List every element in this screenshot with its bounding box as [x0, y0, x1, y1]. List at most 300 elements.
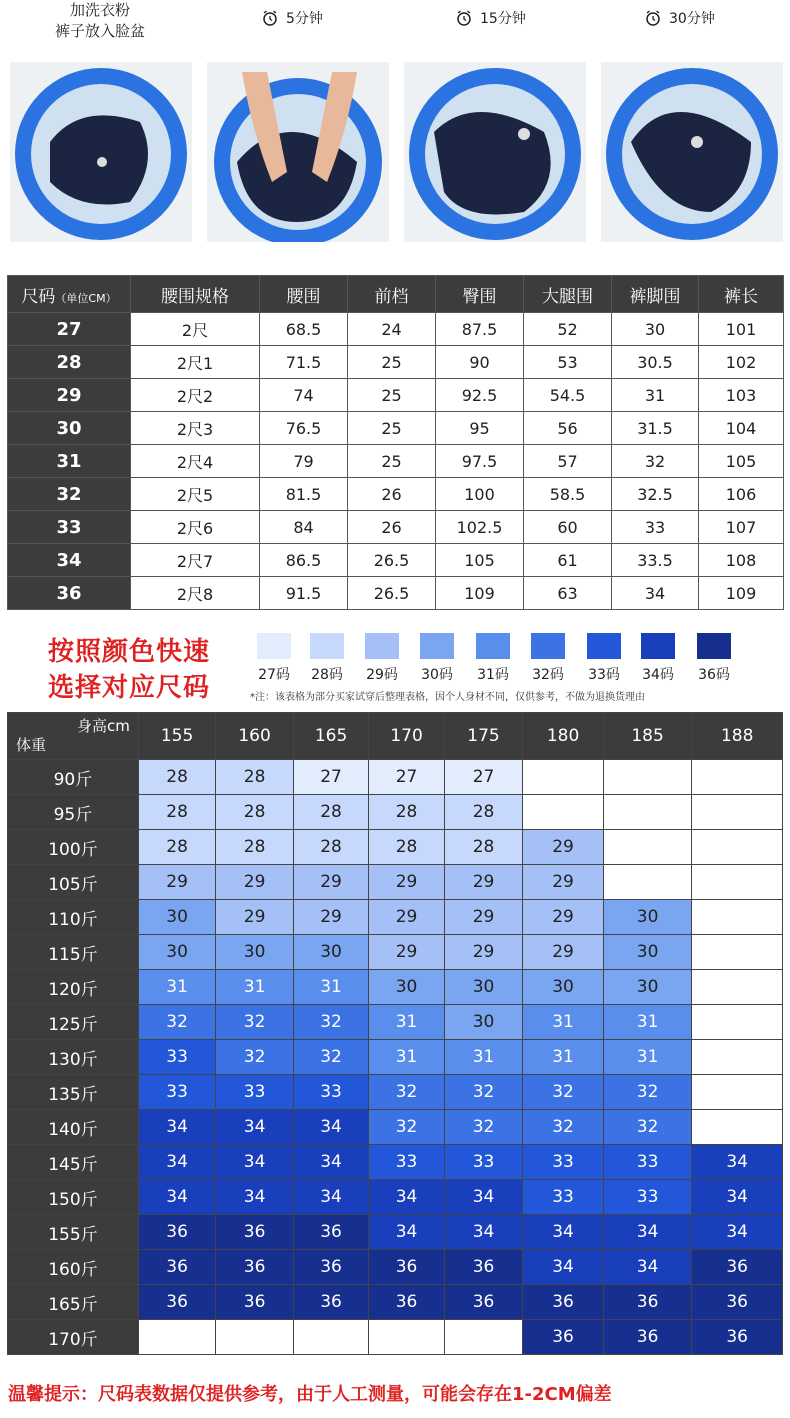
- corner-header: [8, 713, 139, 760]
- size-cell: 27: [8, 313, 131, 346]
- recommended-size-cell: 32: [523, 1110, 604, 1145]
- recommended-size-cell: 34: [523, 1250, 604, 1285]
- weight-cell: 125斤: [8, 1005, 139, 1040]
- spec-cell: 26.5: [348, 544, 436, 577]
- weight-row: [8, 1320, 783, 1355]
- spec-cell: 84: [260, 511, 348, 544]
- recommended-size-cell: [692, 1110, 783, 1145]
- spec-cell: 24: [348, 313, 436, 346]
- height-header: 188: [692, 713, 783, 760]
- spec-cell: 61: [524, 544, 612, 577]
- spec-cell: 2尺7: [131, 544, 260, 577]
- recommended-size-cell: [692, 865, 783, 900]
- recommended-size-cell: 34: [293, 1180, 368, 1215]
- spec-cell: 76.5: [260, 412, 348, 445]
- recommended-size-cell: [692, 1040, 783, 1075]
- spec-cell: 32.5: [612, 478, 699, 511]
- spec-cell: 63: [524, 577, 612, 610]
- spec-cell: 102: [699, 346, 784, 379]
- recommended-size-cell: 34: [293, 1145, 368, 1180]
- size-cell: 36: [8, 577, 131, 610]
- recommended-size-cell: [523, 760, 604, 795]
- recommended-size-cell: 31: [216, 970, 293, 1005]
- disclaimer-note: *注：该表格为部分买家试穿后整理表格，因个人身材不同，仅供参考，不做为退换货理由: [250, 692, 645, 703]
- spec-cell: 31: [612, 379, 699, 412]
- size-row: [8, 511, 784, 544]
- recommended-size-cell: 28: [444, 830, 523, 865]
- height-header: 170: [369, 713, 444, 760]
- size-row: [8, 379, 784, 412]
- size-row: [8, 346, 784, 379]
- size-row: [8, 577, 784, 610]
- recommended-size-cell: 36: [293, 1215, 368, 1250]
- size-row: [8, 544, 784, 577]
- recommended-size-cell: [138, 1320, 215, 1355]
- spec-cell: 2尺5: [131, 478, 260, 511]
- recommended-size-cell: [692, 1075, 783, 1110]
- recommended-size-cell: [692, 830, 783, 865]
- weight-cell: 115斤: [8, 935, 139, 970]
- swatch-label: 33码: [588, 667, 620, 683]
- recommended-size-cell: 29: [369, 865, 444, 900]
- recommended-size-cell: 34: [692, 1145, 783, 1180]
- spec-cell: 79: [260, 445, 348, 478]
- recommended-size-cell: 32: [293, 1005, 368, 1040]
- weight-cell: 110斤: [8, 900, 139, 935]
- weight-row: [8, 935, 783, 970]
- recommended-size-cell: 31: [603, 1005, 692, 1040]
- header-leg-opening: 裤脚围: [612, 276, 699, 313]
- recommended-size-cell: 32: [216, 1040, 293, 1075]
- swatch-label: 32码: [532, 667, 564, 683]
- recommended-size-cell: [603, 795, 692, 830]
- weight-row: [8, 970, 783, 1005]
- spec-cell: 2尺6: [131, 511, 260, 544]
- recommended-size-cell: 28: [369, 795, 444, 830]
- recommended-size-cell: 29: [444, 935, 523, 970]
- recommended-size-cell: 29: [138, 865, 215, 900]
- header-rise: 前档: [348, 276, 436, 313]
- spec-cell: 104: [699, 412, 784, 445]
- weight-row: [8, 760, 783, 795]
- recommended-size-cell: 32: [369, 1110, 444, 1145]
- recommended-size-cell: [692, 795, 783, 830]
- spec-cell: 68.5: [260, 313, 348, 346]
- spec-cell: 95: [436, 412, 524, 445]
- recommended-size-cell: 32: [603, 1075, 692, 1110]
- header-hip: 臀围: [436, 276, 524, 313]
- recommended-size-cell: [444, 1320, 523, 1355]
- spec-cell: 25: [348, 445, 436, 478]
- recommended-size-cell: 30: [293, 935, 368, 970]
- height-header: 155: [138, 713, 215, 760]
- color-swatch: [476, 633, 510, 659]
- swatch-label: 29码: [366, 667, 398, 683]
- spec-cell: 58.5: [524, 478, 612, 511]
- recommended-size-cell: [216, 1320, 293, 1355]
- recommended-size-cell: 34: [216, 1110, 293, 1145]
- recommended-size-cell: 34: [692, 1180, 783, 1215]
- recommended-size-cell: 29: [444, 865, 523, 900]
- recommended-size-cell: 34: [216, 1145, 293, 1180]
- swatch-label: 36码: [698, 667, 730, 683]
- recommended-size-cell: 32: [444, 1110, 523, 1145]
- weight-cell: 90斤: [8, 760, 139, 795]
- recommended-size-cell: 32: [369, 1075, 444, 1110]
- height-header: 175: [444, 713, 523, 760]
- recommended-size-cell: 33: [444, 1145, 523, 1180]
- legend-title: 按照颜色快速 选择对应尺码: [48, 637, 211, 703]
- recommended-size-cell: 34: [138, 1180, 215, 1215]
- spec-cell: 2尺: [131, 313, 260, 346]
- recommended-size-cell: [369, 1320, 444, 1355]
- recommended-size-cell: 29: [216, 900, 293, 935]
- size-cell: 33: [8, 511, 131, 544]
- recommended-size-cell: 34: [603, 1215, 692, 1250]
- swatch-label: 28码: [311, 667, 343, 683]
- recommended-size-cell: 29: [369, 900, 444, 935]
- weight-cell: 135斤: [8, 1075, 139, 1110]
- weight-row: [8, 795, 783, 830]
- spec-cell: 2尺3: [131, 412, 260, 445]
- weight-row: [8, 1075, 783, 1110]
- photo-basin-30min: [601, 62, 783, 242]
- recommended-size-cell: 30: [216, 935, 293, 970]
- recommended-size-cell: 30: [138, 900, 215, 935]
- recommended-size-cell: 32: [138, 1005, 215, 1040]
- recommended-size-cell: [692, 760, 783, 795]
- color-swatch: [257, 633, 291, 659]
- recommended-size-cell: 29: [293, 865, 368, 900]
- alarm-clock-icon: [456, 10, 472, 26]
- recommended-size-cell: 30: [603, 970, 692, 1005]
- recommended-size-cell: 34: [138, 1110, 215, 1145]
- spec-cell: 2尺2: [131, 379, 260, 412]
- size-header: 尺码（单位CM）: [8, 276, 131, 313]
- recommended-size-cell: 36: [692, 1285, 783, 1320]
- recommended-size-cell: 29: [523, 865, 604, 900]
- spec-cell: 25: [348, 379, 436, 412]
- recommended-size-cell: 29: [523, 900, 604, 935]
- spec-cell: 92.5: [436, 379, 524, 412]
- recommended-size-cell: 32: [523, 1075, 604, 1110]
- recommended-size-cell: 34: [369, 1180, 444, 1215]
- recommended-size-cell: 28: [138, 760, 215, 795]
- recommended-size-cell: 36: [692, 1320, 783, 1355]
- timer-5min: 5分钟: [262, 8, 323, 28]
- recommended-size-cell: 29: [216, 865, 293, 900]
- spec-cell: 30.5: [612, 346, 699, 379]
- weight-cell: 170斤: [8, 1320, 139, 1355]
- photo-basin-hands: [207, 62, 389, 242]
- spec-cell: 106: [699, 478, 784, 511]
- spec-cell: 56: [524, 412, 612, 445]
- recommended-size-cell: 36: [369, 1285, 444, 1320]
- recommended-size-cell: 36: [216, 1250, 293, 1285]
- height-header: 160: [216, 713, 293, 760]
- alarm-clock-icon: [645, 10, 661, 26]
- spec-cell: 26: [348, 511, 436, 544]
- recommended-size-cell: 36: [293, 1250, 368, 1285]
- weight-row: [8, 865, 783, 900]
- header-length: 裤长: [699, 276, 784, 313]
- recommended-size-cell: 36: [523, 1285, 604, 1320]
- spec-cell: 105: [436, 544, 524, 577]
- recommended-size-cell: 28: [138, 830, 215, 865]
- recommended-size-cell: 31: [523, 1005, 604, 1040]
- recommended-size-cell: 33: [603, 1145, 692, 1180]
- recommended-size-cell: [603, 830, 692, 865]
- recommended-size-cell: 36: [523, 1320, 604, 1355]
- recommended-size-cell: [603, 865, 692, 900]
- header-thigh: 大腿围: [524, 276, 612, 313]
- height-weight-table: [7, 712, 783, 1355]
- spec-cell: 81.5: [260, 478, 348, 511]
- timer-15min: 15分钟: [456, 8, 526, 28]
- weight-row: [8, 1145, 783, 1180]
- recommended-size-cell: 32: [293, 1040, 368, 1075]
- recommended-size-cell: 29: [523, 935, 604, 970]
- recommended-size-cell: [692, 1005, 783, 1040]
- recommended-size-cell: 33: [369, 1145, 444, 1180]
- recommended-size-cell: 28: [216, 760, 293, 795]
- color-swatch: [310, 633, 344, 659]
- spec-cell: 71.5: [260, 346, 348, 379]
- recommended-size-cell: 33: [523, 1180, 604, 1215]
- weight-cell: 160斤: [8, 1250, 139, 1285]
- weight-cell: 95斤: [8, 795, 139, 830]
- recommended-size-cell: 31: [603, 1040, 692, 1075]
- recommended-size-cell: [293, 1320, 368, 1355]
- timer-30min: 30分钟: [645, 8, 715, 28]
- recommended-size-cell: 34: [216, 1180, 293, 1215]
- recommended-size-cell: 33: [293, 1075, 368, 1110]
- recommended-size-cell: 36: [293, 1285, 368, 1320]
- color-swatch: [420, 633, 454, 659]
- weight-row: [8, 830, 783, 865]
- spec-cell: 33: [612, 511, 699, 544]
- weight-cell: 100斤: [8, 830, 139, 865]
- header-waist: 腰围: [260, 276, 348, 313]
- spec-cell: 103: [699, 379, 784, 412]
- spec-cell: 26.5: [348, 577, 436, 610]
- warm-tip: 温馨提示：尺码表数据仅提供参考，由于人工测量，可能会存在1-2CM偏差: [8, 1384, 612, 1405]
- recommended-size-cell: 27: [369, 760, 444, 795]
- size-row: [8, 478, 784, 511]
- spec-cell: 30: [612, 313, 699, 346]
- height-header: 185: [603, 713, 692, 760]
- recommended-size-cell: 33: [216, 1075, 293, 1110]
- recommended-size-cell: 33: [138, 1075, 215, 1110]
- photo-basin-15min: [404, 62, 586, 242]
- header-waist-spec: 腰围规格: [131, 276, 260, 313]
- size-cell: 28: [8, 346, 131, 379]
- recommended-size-cell: 36: [603, 1285, 692, 1320]
- recommended-size-cell: [523, 795, 604, 830]
- spec-cell: 54.5: [524, 379, 612, 412]
- spec-cell: 87.5: [436, 313, 524, 346]
- spec-cell: 34: [612, 577, 699, 610]
- recommended-size-cell: 34: [369, 1215, 444, 1250]
- recommended-size-cell: 32: [603, 1110, 692, 1145]
- spec-cell: 97.5: [436, 445, 524, 478]
- recommended-size-cell: 30: [603, 935, 692, 970]
- height-axis-label: 身高cm: [76, 717, 130, 735]
- spec-cell: 108: [699, 544, 784, 577]
- swatch-label: 34码: [642, 667, 674, 683]
- recommended-size-cell: 36: [138, 1215, 215, 1250]
- color-swatch: [587, 633, 621, 659]
- recommended-size-cell: 31: [369, 1040, 444, 1075]
- recommended-size-cell: 28: [293, 795, 368, 830]
- spec-cell: 52: [524, 313, 612, 346]
- recommended-size-cell: 31: [138, 970, 215, 1005]
- recommended-size-cell: 33: [138, 1040, 215, 1075]
- recommended-size-cell: 36: [444, 1250, 523, 1285]
- spec-cell: 25: [348, 346, 436, 379]
- recommended-size-cell: [692, 935, 783, 970]
- color-swatch: [531, 633, 565, 659]
- step-label-wash: 加洗衣粉 裤子放入脸盆: [54, 1, 145, 40]
- size-cell: 29: [8, 379, 131, 412]
- recommended-size-cell: 36: [603, 1320, 692, 1355]
- spec-cell: 32: [612, 445, 699, 478]
- recommended-size-cell: 36: [444, 1285, 523, 1320]
- recommended-size-cell: 27: [293, 760, 368, 795]
- spec-cell: 105: [699, 445, 784, 478]
- recommended-size-cell: 29: [369, 935, 444, 970]
- spec-cell: 2尺8: [131, 577, 260, 610]
- weight-row: [8, 1180, 783, 1215]
- spec-cell: 91.5: [260, 577, 348, 610]
- recommended-size-cell: 28: [216, 830, 293, 865]
- color-swatch: [641, 633, 675, 659]
- recommended-size-cell: 28: [369, 830, 444, 865]
- size-cell: 31: [8, 445, 131, 478]
- recommended-size-cell: 28: [216, 795, 293, 830]
- spec-cell: 101: [699, 313, 784, 346]
- spec-cell: 102.5: [436, 511, 524, 544]
- recommended-size-cell: 29: [523, 830, 604, 865]
- spec-cell: 90: [436, 346, 524, 379]
- recommended-size-cell: 31: [293, 970, 368, 1005]
- photo-basin-soak: [10, 62, 192, 242]
- spec-cell: 33.5: [612, 544, 699, 577]
- spec-cell: 74: [260, 379, 348, 412]
- size-cell: 30: [8, 412, 131, 445]
- recommended-size-cell: 36: [216, 1285, 293, 1320]
- weight-cell: 165斤: [8, 1285, 139, 1320]
- recommended-size-cell: 33: [603, 1180, 692, 1215]
- weight-cell: 145斤: [8, 1145, 139, 1180]
- weight-row: [8, 1005, 783, 1040]
- height-header: 180: [523, 713, 604, 760]
- recommended-size-cell: [692, 900, 783, 935]
- swatch-label: 30码: [421, 667, 453, 683]
- recommended-size-cell: [692, 970, 783, 1005]
- recommended-size-cell: 31: [523, 1040, 604, 1075]
- recommended-size-cell: 28: [293, 830, 368, 865]
- spec-cell: 86.5: [260, 544, 348, 577]
- spec-cell: 57: [524, 445, 612, 478]
- spec-cell: 31.5: [612, 412, 699, 445]
- height-header: 165: [293, 713, 368, 760]
- recommended-size-cell: 36: [216, 1215, 293, 1250]
- weight-cell: 155斤: [8, 1215, 139, 1250]
- weight-row: [8, 900, 783, 935]
- recommended-size-cell: 28: [444, 795, 523, 830]
- recommended-size-cell: 32: [216, 1005, 293, 1040]
- recommended-size-cell: 33: [523, 1145, 604, 1180]
- recommended-size-cell: 34: [293, 1110, 368, 1145]
- recommended-size-cell: 32: [444, 1075, 523, 1110]
- recommended-size-cell: 34: [692, 1215, 783, 1250]
- recommended-size-cell: [603, 760, 692, 795]
- recommended-size-cell: 30: [369, 970, 444, 1005]
- recommended-size-cell: 34: [444, 1180, 523, 1215]
- recommended-size-cell: 28: [138, 795, 215, 830]
- size-row: [8, 445, 784, 478]
- spec-cell: 2尺1: [131, 346, 260, 379]
- weight-cell: 130斤: [8, 1040, 139, 1075]
- weight-cell: 120斤: [8, 970, 139, 1005]
- recommended-size-cell: 36: [138, 1285, 215, 1320]
- spec-cell: 109: [436, 577, 524, 610]
- size-row: [8, 412, 784, 445]
- color-swatch: [365, 633, 399, 659]
- spec-cell: 2尺4: [131, 445, 260, 478]
- recommended-size-cell: 34: [523, 1215, 604, 1250]
- recommended-size-cell: 34: [138, 1145, 215, 1180]
- weight-axis-label: 体重: [16, 736, 47, 754]
- spec-cell: 25: [348, 412, 436, 445]
- recommended-size-cell: 30: [138, 935, 215, 970]
- weight-row: [8, 1040, 783, 1075]
- recommended-size-cell: 30: [444, 970, 523, 1005]
- recommended-size-cell: 36: [138, 1250, 215, 1285]
- size-spec-table: [7, 275, 784, 610]
- recommended-size-cell: 31: [369, 1005, 444, 1040]
- weight-cell: 140斤: [8, 1110, 139, 1145]
- recommended-size-cell: 36: [692, 1250, 783, 1285]
- recommended-size-cell: 30: [444, 1005, 523, 1040]
- recommended-size-cell: 30: [603, 900, 692, 935]
- swatch-label: 27码: [258, 667, 290, 683]
- recommended-size-cell: 30: [523, 970, 604, 1005]
- spec-cell: 107: [699, 511, 784, 544]
- weight-row: [8, 1215, 783, 1250]
- recommended-size-cell: 31: [444, 1040, 523, 1075]
- spec-cell: 109: [699, 577, 784, 610]
- spec-cell: 60: [524, 511, 612, 544]
- spec-cell: 53: [524, 346, 612, 379]
- weight-cell: 150斤: [8, 1180, 139, 1215]
- alarm-clock-icon: [262, 10, 278, 26]
- recommended-size-cell: 34: [603, 1250, 692, 1285]
- weight-row: [8, 1110, 783, 1145]
- swatch-label: 31码: [477, 667, 509, 683]
- recommended-size-cell: 29: [444, 900, 523, 935]
- recommended-size-cell: 36: [369, 1250, 444, 1285]
- weight-row: [8, 1285, 783, 1320]
- recommended-size-cell: 29: [293, 900, 368, 935]
- size-cell: 32: [8, 478, 131, 511]
- recommended-size-cell: 27: [444, 760, 523, 795]
- size-row: [8, 313, 784, 346]
- spec-cell: 100: [436, 478, 524, 511]
- recommended-size-cell: 34: [444, 1215, 523, 1250]
- weight-cell: 105斤: [8, 865, 139, 900]
